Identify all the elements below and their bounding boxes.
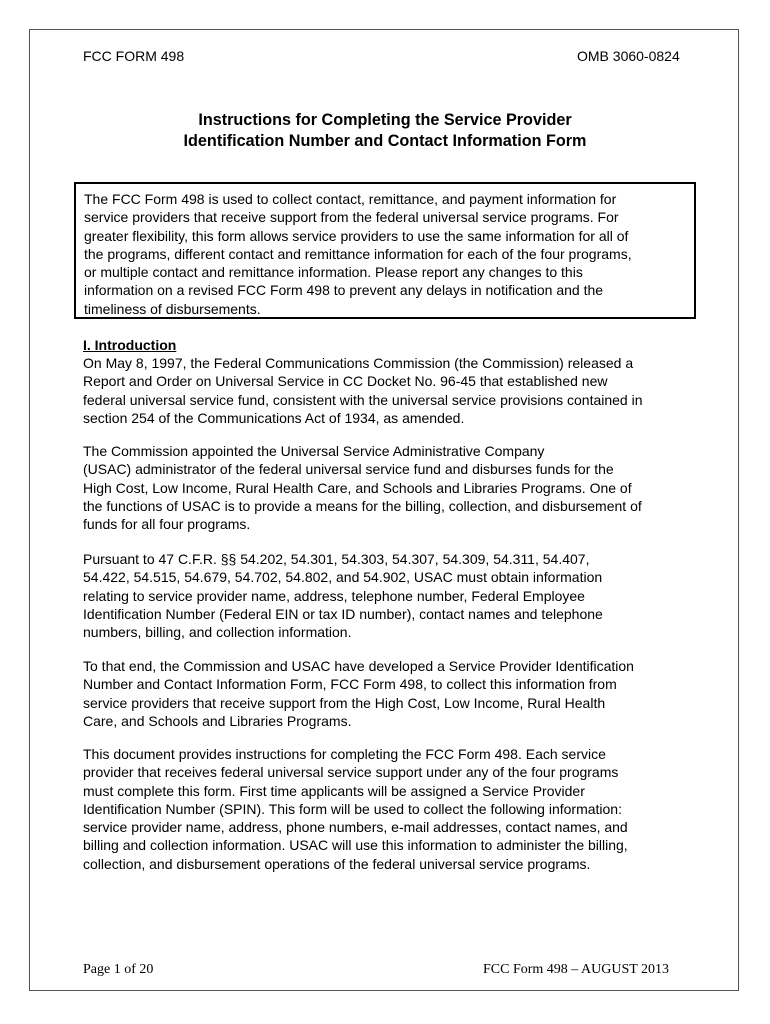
notice-line: the programs, different contact and remittance information for each of the four programs,	[84, 245, 632, 262]
paragraph-line: To that end, the Commission and USAC have developed a Service Provider Identification	[83, 658, 634, 674]
intro-paragraph-5	[83, 745, 628, 873]
paragraph-line: This document provides instructions for completing the FCC Form 498. Each service	[83, 746, 606, 762]
notice-line: The FCC Form 498 is used to collect contact, remittance, and payment information for	[84, 191, 617, 207]
notice-line: greater flexibility, this form allows service providers to use the same information for all of	[84, 227, 629, 244]
notice-line: service providers that receive support from the federal universal service programs. For	[84, 209, 619, 226]
footer-form-date: FCC Form 498 – AUGUST 2013	[483, 962, 670, 977]
paragraph-line: the functions of USAC is to provide a means for the billing, collection, and disbursement of	[83, 497, 642, 514]
intro-paragraph-2	[83, 442, 642, 533]
page-title-line-2: Identification Number and Contact Information Form	[183, 132, 587, 150]
notice-line: information on a revised FCC Form 498 to prevent any delays in notification and the	[84, 282, 604, 299]
intro-paragraph-4	[83, 657, 634, 730]
paragraph-line: funds for all four programs.	[83, 516, 251, 533]
paragraph-line: section 254 of the Communications Act of 1934, as amended.	[83, 409, 465, 426]
paragraph-line: Identification Number (Federal EIN or tax ID number), contact names and telephone	[83, 605, 603, 622]
notice-line: timeliness of disbursements.	[84, 300, 261, 317]
intro-paragraph-1	[83, 354, 643, 427]
header-form-name: FCC FORM 498	[83, 48, 185, 64]
paragraph-line: provider that receives federal universal service support under any of the four programs	[83, 764, 619, 781]
paragraph-line: numbers, billing, and collection information.	[83, 624, 352, 641]
paragraph-line: The Commission appointed the Universal Service Administrative Company	[83, 443, 545, 459]
header-omb-number: OMB 3060-0824	[577, 48, 680, 64]
paragraph-line: High Cost, Low Income, Rural Health Care, and Schools and Libraries Programs. One of	[83, 479, 632, 496]
paragraph-line: Pursuant to 47 C.F.R. §§ 54.202, 54.301, 54.303, 54.307, 54.309, 54.311, 54.407,	[83, 551, 590, 567]
footer-page-number: Page 1 of 20	[83, 962, 154, 977]
paragraph-line: billing and collection information. USAC will use this information to administer the billing,	[83, 837, 628, 854]
paragraph-line: Identification Number (SPIN). This form will be used to collect the following information:	[83, 800, 622, 817]
paragraph-line: collection, and disbursement operations of the federal universal service programs.	[83, 855, 591, 872]
introduction-heading: I. Introduction	[83, 337, 177, 353]
paragraph-line: 54.422, 54.515, 54.679, 54.702, 54.802, and 54.902, USAC must obtain information	[83, 569, 603, 586]
paragraph-line: (USAC) administrator of the federal universal service fund and disburses funds for the	[83, 461, 614, 478]
paragraph-line: federal universal service fund, consistent with the universal service provisions contained in	[83, 391, 643, 408]
notice-box	[74, 182, 696, 319]
paragraph-line: Number and Contact Information Form, FCC Form 498, to collect this information from	[83, 676, 617, 693]
paragraph-line: Care, and Schools and Libraries Programs.	[83, 712, 352, 729]
page-title	[0, 110, 770, 152]
page-title-line-1: Instructions for Completing the Service Provider	[198, 111, 572, 129]
notice-line: or multiple contact and remittance information. Please report any changes to this	[84, 264, 583, 281]
paragraph-line: Report and Order on Universal Service in CC Docket No. 96-45 that established new	[83, 373, 608, 390]
paragraph-line: service providers that receive support from the High Cost, Low Income, Rural Health	[83, 694, 606, 711]
intro-paragraph-3	[83, 550, 603, 641]
paragraph-line: must complete this form. First time applicants will be assigned a Service Provider	[83, 782, 585, 799]
paragraph-line: On May 8, 1997, the Federal Communications Commission (the Commission) released a	[83, 355, 634, 371]
paragraph-line: relating to service provider name, address, telephone number, Federal Employee	[83, 587, 585, 604]
paragraph-line: service provider name, address, phone numbers, e-mail addresses, contact names, and	[83, 819, 628, 836]
